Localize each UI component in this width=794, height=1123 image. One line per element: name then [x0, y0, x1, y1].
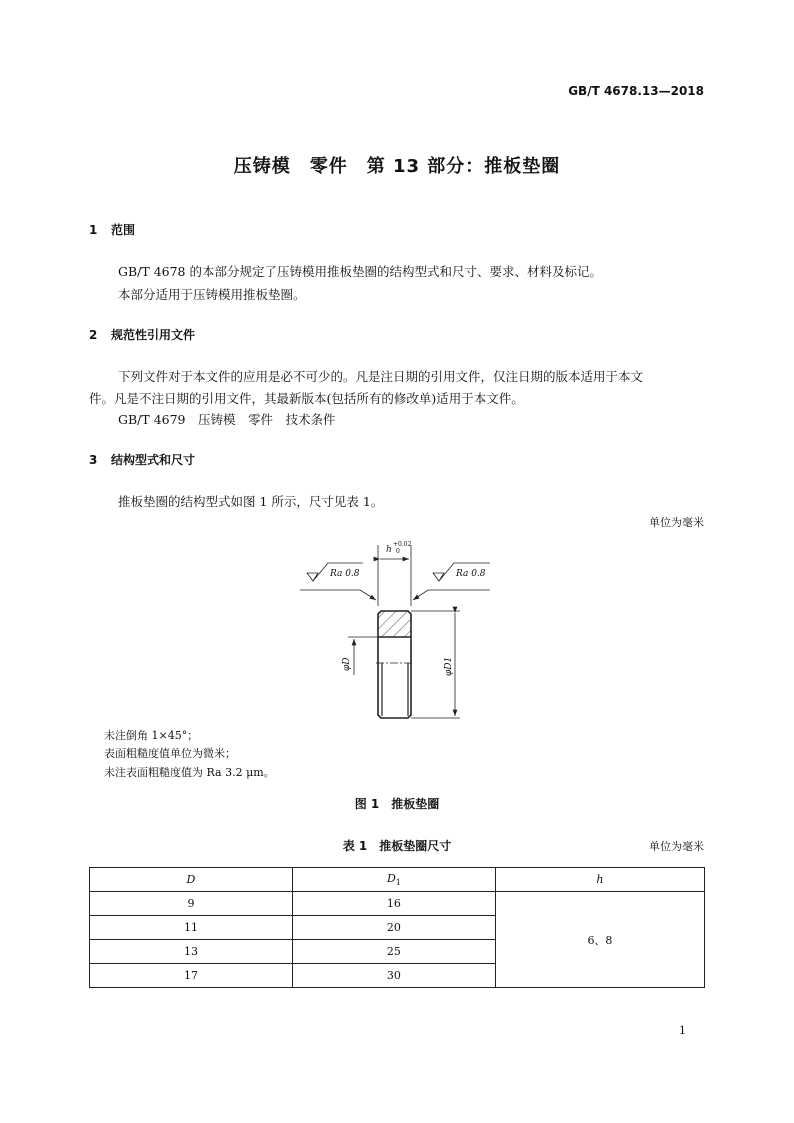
paragraph: 下列文件对于本文件的应用是必不可少的。凡是注日期的引用文件，仅注日期的版本适用于本文 [118, 369, 644, 384]
roughness-label: Ra 0.8 [456, 569, 486, 579]
paragraph: GB/T 4678 的本部分规定了压铸模用推板垫圈的结构型式和尺寸、要求、材料及标记。 [118, 264, 602, 279]
roughness-label: Ra 0.8 [330, 569, 360, 579]
table-unit-note: 单位为毫米 [649, 840, 704, 853]
page-title: 压铸模 零件 第 13 部分：推板垫圈 [233, 156, 561, 177]
page-number: 1 [679, 1024, 686, 1037]
section-heading-3: 3 结构型式和尺寸 [89, 453, 196, 467]
h-value-cell: 6、8 [495, 892, 704, 988]
table-row: 9 16 6、8 [90, 892, 705, 916]
table-caption: 表 1 推板垫圈尺寸 [342, 839, 452, 853]
figure-note: 表面粗糙度值单位为微米； [104, 747, 236, 760]
d1-label: φD1 [444, 656, 454, 676]
section-heading-1: 1 范围 [89, 223, 136, 237]
paragraph: 本部分适用于压铸模用推板垫圈。 [118, 287, 306, 302]
figure-note: 未注倒角 1×45°； [104, 729, 199, 742]
table-row: 17 30 [90, 964, 705, 988]
h-label: h [386, 545, 392, 555]
paragraph: 推板垫圈的结构型式如图 1 所示，尺寸见表 1。 [118, 494, 384, 509]
svg-text:+0.02: +0.02 [393, 541, 412, 548]
header-d1: $D_1$ [292, 868, 495, 892]
figure-note: 未注表面粗糙度值为 Ra 3.2 μm。 [104, 766, 275, 779]
figure-caption: 图 1 推板垫圈 [354, 797, 440, 811]
table-header-row [90, 868, 705, 892]
table-row: 13 25 [90, 940, 705, 964]
paragraph: 件。凡是不注日期的引用文件，其最新版本(包括所有的修改单)适用于本文件。 [89, 391, 524, 406]
section-heading-2: 2 规范性引用文件 [89, 328, 196, 342]
header-d: D [90, 868, 293, 892]
section-hatching [378, 611, 411, 637]
dimension-table [89, 867, 705, 988]
standard-number: GB/T 4678.13—2018 [568, 84, 704, 98]
d-label: φD [342, 657, 352, 671]
table-row: 11 20 [90, 916, 705, 940]
svg-text:0: 0 [396, 548, 400, 555]
reference-item: GB/T 4679 压铸模 零件 技术条件 [118, 412, 336, 427]
header-h: h [495, 868, 704, 892]
unit-note: 单位为毫米 [649, 516, 704, 529]
